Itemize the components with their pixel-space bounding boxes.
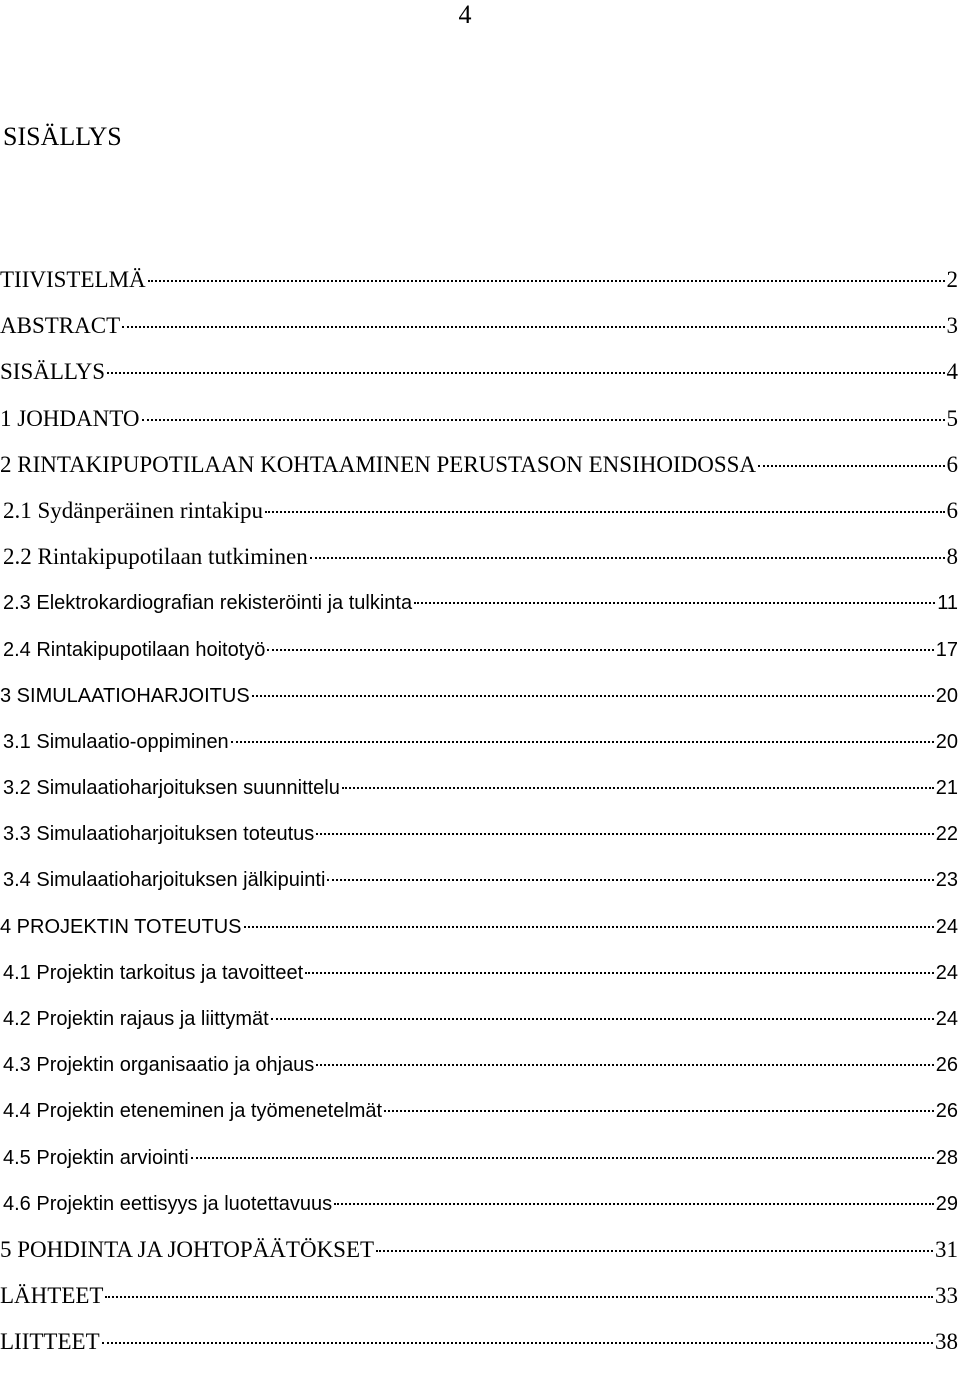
toc-dot-leader <box>334 1203 934 1205</box>
toc-entry-page: 26 <box>935 1054 958 1077</box>
toc-entry[interactable] <box>0 635 958 681</box>
toc-dot-leader <box>252 695 934 697</box>
toc-dot-leader <box>384 1110 934 1112</box>
toc-dot-leader <box>107 372 944 374</box>
toc-entry[interactable] <box>0 1143 958 1189</box>
toc-dot-leader <box>758 465 944 467</box>
toc-entry-title: 2 RINTAKIPUPOTILAAN KOHTAAMINEN PERUSTASON ENSIHOIDOSSA <box>0 451 757 477</box>
toc-dot-leader <box>102 1342 933 1344</box>
toc-entry-page: 20 <box>935 684 958 707</box>
toc-entry-title: LÄHTEET <box>0 1283 104 1309</box>
table-of-contents <box>0 265 958 1374</box>
toc-dot-leader <box>142 419 945 421</box>
toc-entry-title: 2.2 Rintakipupotilaan tutkiminen <box>3 544 308 570</box>
toc-entry-title: 4.4 Projektin eteneminen ja työmenetelmät <box>3 1100 383 1123</box>
toc-dot-leader <box>342 787 934 789</box>
toc-entry-page: 6 <box>946 497 958 523</box>
toc-entry-page: 6 <box>946 451 958 477</box>
toc-dot-leader <box>327 879 933 881</box>
toc-entry[interactable] <box>0 542 958 588</box>
toc-entry[interactable] <box>0 1004 958 1050</box>
toc-entry[interactable] <box>0 912 958 958</box>
toc-entry[interactable] <box>0 1327 958 1373</box>
toc-entry[interactable] <box>0 496 958 542</box>
toc-entry-page: 5 <box>946 405 958 431</box>
toc-dot-leader <box>267 649 933 651</box>
page-number: 4 <box>458 0 472 29</box>
toc-entry-page: 31 <box>935 1236 958 1262</box>
toc-entry[interactable] <box>0 1281 958 1327</box>
toc-dot-leader <box>122 326 944 328</box>
toc-entry-page: 8 <box>946 544 958 570</box>
toc-entry-page: 29 <box>935 1192 958 1215</box>
toc-dot-leader <box>310 557 945 559</box>
toc-entry-title: 3 SIMULAATIOHARJOITUS <box>0 684 250 707</box>
toc-dot-leader <box>305 972 934 974</box>
toc-entry-page: 26 <box>935 1100 958 1123</box>
toc-dot-leader <box>244 926 934 928</box>
toc-entry-title: SISÄLLYS <box>0 359 106 385</box>
toc-entry[interactable] <box>0 588 958 634</box>
toc-dot-leader <box>231 741 934 743</box>
toc-entry[interactable] <box>0 681 958 727</box>
toc-dot-leader <box>265 511 945 513</box>
toc-entry-title: 4.6 Projektin eettisyys ja luotettavuus <box>3 1192 333 1215</box>
toc-entry[interactable] <box>0 357 958 403</box>
toc-entry-page: 24 <box>935 961 958 984</box>
toc-entry-page: 20 <box>935 730 958 753</box>
toc-entry[interactable] <box>0 1235 958 1281</box>
toc-entry-title: 4.3 Projektin organisaatio ja ohjaus <box>3 1054 315 1077</box>
toc-entry-page: 28 <box>935 1146 958 1169</box>
toc-dot-leader <box>414 602 935 604</box>
toc-dot-leader <box>191 1157 934 1159</box>
toc-dot-leader <box>376 1250 933 1252</box>
toc-entry[interactable] <box>0 727 958 773</box>
toc-entry-title: 4.1 Projektin tarkoitus ja tavoitteet <box>3 961 304 984</box>
toc-entry[interactable] <box>0 819 958 865</box>
toc-entry-title: 3.1 Simulaatio-oppiminen <box>3 730 229 753</box>
toc-entry[interactable] <box>0 1189 958 1235</box>
toc-entry-page: 17 <box>935 638 958 661</box>
toc-entry-page: 2 <box>946 267 958 292</box>
toc-entry[interactable] <box>0 865 958 911</box>
toc-entry-title: 2.1 Sydänperäinen rintakipu <box>3 497 263 523</box>
toc-entry-page: 38 <box>935 1329 958 1355</box>
toc-entry-title: 4 PROJEKTIN TOTEUTUS <box>0 915 242 938</box>
toc-entry-title: ABSTRACT <box>0 313 121 339</box>
toc-dot-leader <box>316 1064 933 1066</box>
toc-entry-title: 4.2 Projektin rajaus ja liittymät <box>3 1008 269 1030</box>
toc-entry-title: 5 POHDINTA JA JOHTOPÄÄTÖKSET <box>0 1236 375 1262</box>
toc-entry-title: TIIVISTELMÄ <box>0 267 146 292</box>
toc-entry-page: 23 <box>935 869 958 892</box>
toc-dot-leader <box>271 1018 934 1020</box>
toc-entry-title: 3.3 Simulaatioharjoituksen toteutus <box>3 823 315 846</box>
toc-dot-leader <box>316 833 933 835</box>
toc-entry-page: 24 <box>935 915 958 938</box>
toc-entry-title: LIITTEET <box>0 1329 100 1355</box>
toc-entry[interactable] <box>0 958 958 1004</box>
toc-entry[interactable] <box>0 1096 958 1142</box>
toc-entry-title: 1 JOHDANTO <box>0 405 140 431</box>
toc-entry-title: 4.5 Projektin arviointi <box>3 1146 189 1169</box>
toc-heading: SISÄLLYS <box>3 122 122 151</box>
toc-entry-title: 2.3 Elektrokardiografian rekisteröinti ja tulkinta <box>3 592 413 615</box>
toc-entry[interactable] <box>0 773 958 819</box>
toc-entry-page: 22 <box>935 823 958 846</box>
toc-entry-page: 21 <box>935 777 958 800</box>
toc-entry[interactable] <box>0 265 958 311</box>
toc-dot-leader <box>148 280 945 282</box>
toc-dot-leader <box>105 1296 933 1298</box>
toc-entry-title: 3.4 Simulaatioharjoituksen jälkipuinti <box>3 869 326 892</box>
toc-entry-page: 3 <box>946 313 958 339</box>
toc-entry[interactable] <box>0 404 958 450</box>
toc-entry-page: 33 <box>935 1283 958 1309</box>
toc-entry-page: 11 <box>937 592 958 615</box>
toc-entry[interactable] <box>0 311 958 357</box>
toc-entry[interactable] <box>0 1050 958 1096</box>
toc-entry-title: 3.2 Simulaatioharjoituksen suunnittelu <box>3 777 340 800</box>
toc-entry-page: 24 <box>935 1008 958 1030</box>
toc-entry-page: 4 <box>946 359 958 385</box>
toc-entry-title: 2.4 Rintakipupotilaan hoitotyö <box>3 638 266 661</box>
toc-entry[interactable] <box>0 450 958 496</box>
